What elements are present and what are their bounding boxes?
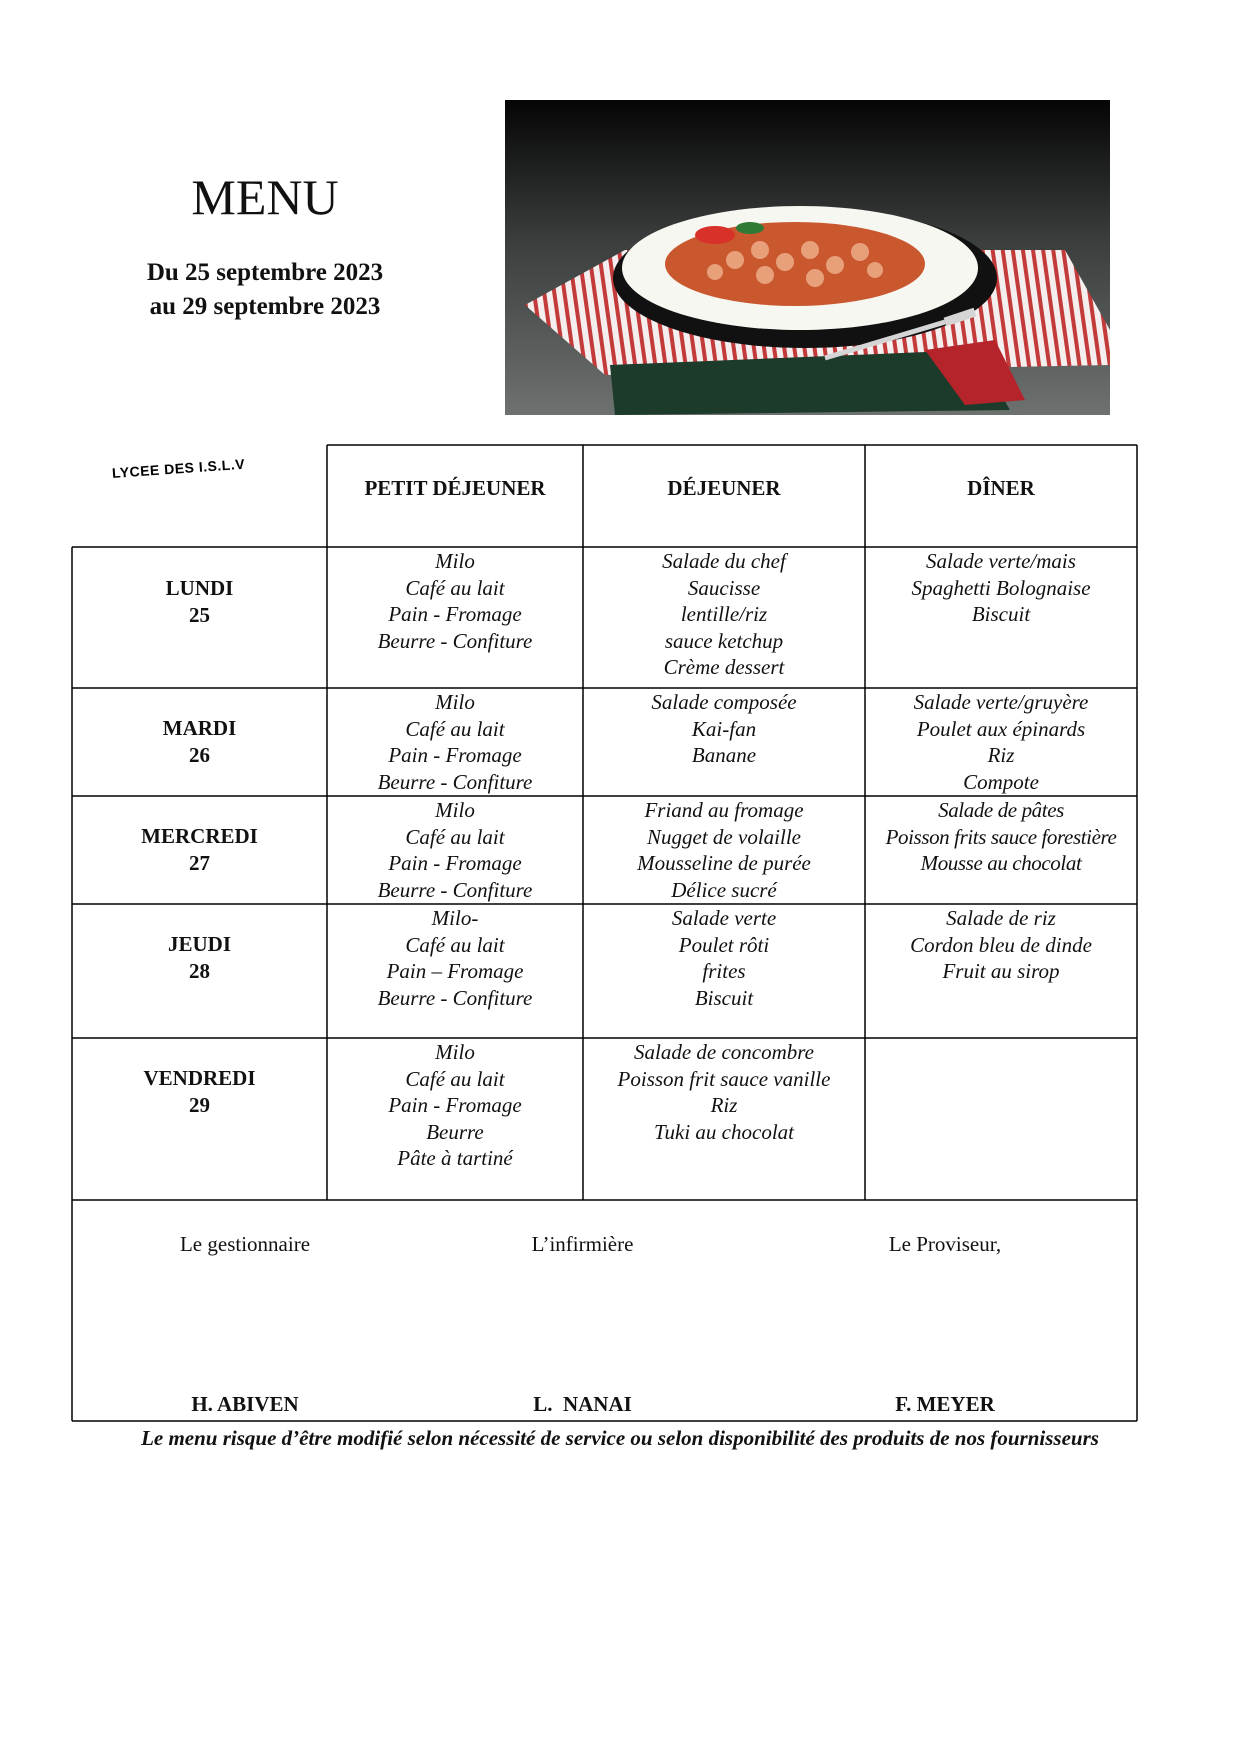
menu-item: Banane <box>691 743 757 767</box>
day-name: MERCREDI <box>141 824 258 848</box>
menu-item: Café au lait <box>405 716 505 741</box>
menu-item: Beurre <box>426 1119 484 1144</box>
day-name: MARDI <box>162 716 237 740</box>
menu-cell-dejeuner <box>583 1039 865 1145</box>
menu-item: Milo <box>435 549 475 573</box>
day-name: JEUDI <box>167 932 231 956</box>
menu-item: Milo- <box>431 906 479 930</box>
menu-item: Salade de concombre <box>634 1040 814 1064</box>
menu-item: Mousseline de purée <box>637 851 811 875</box>
column-header-dejeuner: DÉJEUNER <box>667 476 781 500</box>
menu-item: Milo <box>435 798 475 822</box>
signature-name-gestionnaire: H. ABIVEN <box>191 1392 299 1416</box>
day-label <box>72 1065 327 1119</box>
day-label <box>72 931 327 985</box>
menu-item: Beurre - Confiture <box>377 877 533 902</box>
menu-item: Café au lait <box>405 575 505 600</box>
menu-item: Café au lait <box>405 1066 505 1091</box>
menu-cell-diner <box>865 689 1137 795</box>
menu-item: Salade verte <box>671 906 777 930</box>
day-label <box>72 715 327 769</box>
menu-item: Beurre - Confiture <box>377 628 533 653</box>
day-date: 29 <box>189 1093 210 1117</box>
menu-item: Pain - Fromage <box>388 602 522 626</box>
menu-item: Milo <box>435 690 475 714</box>
menu-item: Fruit au sirop <box>942 959 1060 983</box>
menu-item: Poulet aux épinards <box>916 716 1086 741</box>
menu-item: Café au lait <box>405 824 505 849</box>
day-date: 28 <box>189 959 210 983</box>
day-date: 25 <box>189 603 210 627</box>
column-header-diner: DÎNER <box>967 476 1035 500</box>
menu-cell-petit-dejeuner <box>327 548 583 654</box>
menu-item: Spaghetti Bolognaise <box>911 575 1091 600</box>
menu-cell-petit-dejeuner <box>327 797 583 903</box>
menu-item: Pain - Fromage <box>388 743 522 767</box>
menu-item: Délice sucré <box>671 877 777 902</box>
menu-cell-petit-dejeuner <box>327 689 583 795</box>
menu-item: Friand au fromage <box>644 798 804 822</box>
menu-item: Salade de riz <box>946 906 1056 930</box>
menu-item: Salade verte/gruyère <box>913 690 1089 714</box>
signature-role-proviseur: Le Proviseur, <box>888 1232 1002 1256</box>
menu-item: Milo <box>435 1040 475 1064</box>
menu-item: Kai-fan <box>691 716 757 741</box>
footer-note: Le menu risque d’être modifié selon nécessité de service ou selon disponibilité des produits de nos fournisseurs <box>141 1426 1099 1450</box>
menu-item: Crème dessert <box>663 655 785 679</box>
menu-cell-dejeuner <box>583 548 865 681</box>
day-date: 26 <box>189 743 210 767</box>
menu-item: Poisson frits sauce forestière <box>885 824 1117 849</box>
menu-cell-petit-dejeuner <box>327 1039 583 1172</box>
menu-cell-diner <box>865 548 1137 628</box>
day-label <box>72 823 327 877</box>
menu-item: Saucisse <box>687 575 761 600</box>
menu-item: Salade verte/mais <box>926 549 1076 573</box>
date-line-end: au 29 septembre 2023 <box>149 293 381 320</box>
menu-item: Mousse au chocolat <box>920 851 1082 875</box>
menu-item: Salade du chef <box>662 549 786 573</box>
day-name: VENDREDI <box>143 1066 256 1090</box>
menu-item: Riz <box>987 743 1015 767</box>
menu-item: Pain - Fromage <box>388 851 522 875</box>
menu-item: Nugget de volaille <box>647 824 801 849</box>
menu-item: sauce ketchup <box>664 628 784 653</box>
signature-role-gestionnaire: Le gestionnaire <box>179 1232 311 1256</box>
menu-cell-dejeuner <box>583 797 865 903</box>
menu-item: Riz <box>710 1093 738 1117</box>
menu-item: Pâte à tartiné <box>397 1146 513 1170</box>
signature-name-proviseur: F. MEYER <box>895 1392 995 1416</box>
menu-item: Pain - Fromage <box>388 1093 522 1117</box>
menu-item: Salade composée <box>651 690 797 714</box>
menu-cell-diner <box>865 905 1137 985</box>
menu-item: Beurre - Confiture <box>377 769 533 794</box>
date-range <box>110 256 420 324</box>
menu-cell-diner <box>865 797 1137 877</box>
menu-item: Salade de pâtes <box>938 798 1064 822</box>
school-logo: LYCEE DES I.S.L.V <box>111 455 246 481</box>
menu-cell-dejeuner <box>583 905 865 1011</box>
menu-item: Poisson frit sauce vanille <box>617 1066 831 1091</box>
day-date: 27 <box>189 851 210 875</box>
menu-item: Biscuit <box>694 985 754 1010</box>
day-label <box>72 575 327 629</box>
menu-item: Pain – Fromage <box>386 959 524 983</box>
page-title: MENU <box>191 169 339 225</box>
menu-item: Poulet rôti <box>678 932 770 957</box>
menu-cell-dejeuner <box>583 689 865 769</box>
day-name: LUNDI <box>165 576 234 600</box>
menu-item: frites <box>702 959 746 983</box>
date-line-start: Du 25 septembre 2023 <box>146 259 384 286</box>
menu-item: lentille/riz <box>680 602 768 626</box>
menu-item: Café au lait <box>405 932 505 957</box>
signature-name-infirmiere: L. NANAI <box>533 1392 632 1416</box>
column-header-petit-dejeuner: PETIT DÉJEUNER <box>364 476 546 500</box>
menu-item: Biscuit <box>971 602 1031 626</box>
menu-item: Beurre - Confiture <box>377 985 533 1010</box>
menu-cell-petit-dejeuner <box>327 905 583 1011</box>
plate-of-pasta-photo <box>505 100 1110 415</box>
menu-item: Tuki au chocolat <box>654 1119 794 1144</box>
signature-role-infirmiere: L’infirmière <box>531 1232 634 1256</box>
menu-item: Compote <box>963 769 1039 794</box>
menu-item: Cordon bleu de dinde <box>910 932 1092 957</box>
